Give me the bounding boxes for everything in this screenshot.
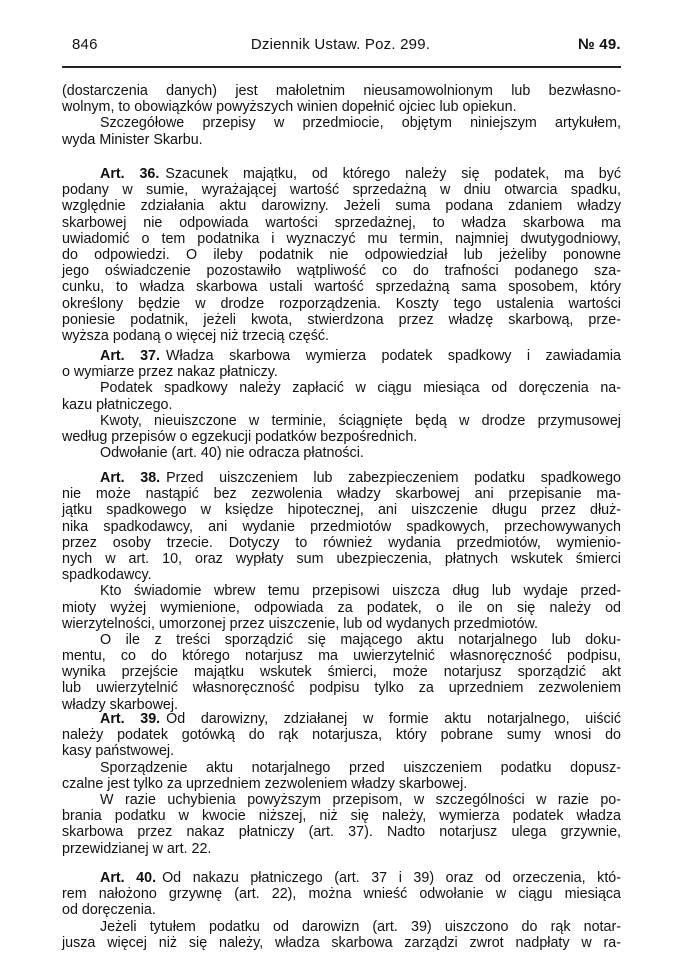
line-text: uwiadomić o tem podatnika i wyznaczyć mu termin, najmniej dwutygodniowy, <box>62 230 621 247</box>
text-line <box>62 824 621 840</box>
paragraph <box>62 445 621 461</box>
line-text: według przepisów o egzekucji podatków bezpośrednich. <box>62 428 418 445</box>
paragraph <box>62 115 621 147</box>
line-text: o wymiarze przez nakaz płatniczy. <box>62 364 278 381</box>
line-text: względnie zdziałania aktu darowizny. Jeżeli suma podana zdaniem władzy <box>62 198 621 215</box>
text-line <box>62 792 621 808</box>
line-text: od doręczenia. <box>62 902 156 919</box>
paragraph <box>62 870 621 919</box>
line-text: przez osoby trzecie. Dotyczy to również wydania przedmiotów, wymienio- <box>62 534 621 551</box>
line-text: nych w art. 10, oraz wypłaty sum ubezpieczenia, płatnych wskutek śmierci <box>62 550 621 567</box>
text-line <box>62 902 621 918</box>
article-37 <box>62 348 621 461</box>
line-text: Szacunek majątku, od którego należy się podatek, ma być <box>165 166 622 182</box>
line-text: mentu, co do którego notarjusz ma uwierzytelnić własnoręczność podpisu, <box>62 648 621 665</box>
line-text: spadkodawcy. <box>62 567 152 584</box>
header-rule <box>62 66 621 68</box>
running-title: Dziennik Ustaw. Poz. 299. <box>250 36 431 53</box>
line-text: należy podatek gotówką do rąk notarjusza, który pobrane sumy wnosi do <box>62 727 621 744</box>
text-line <box>62 632 621 648</box>
paragraph <box>62 166 621 344</box>
line-text: poniesie podatnik, jeżeli kwota, stwierdzona przez władzę skarbową, prze- <box>62 311 621 328</box>
line-text: kazu płatniczego. <box>62 396 173 413</box>
line-text: wolnym, to obowiązków powyższych winien dopełnić ojciec lub opiekun. <box>62 99 517 116</box>
article-40 <box>62 870 621 951</box>
text-line <box>62 600 621 616</box>
text-line <box>62 397 621 413</box>
text-line <box>62 519 621 535</box>
text-line <box>62 680 621 696</box>
text-line <box>62 182 621 198</box>
line-text: wyższa podaną o więcej niż trzecią część. <box>62 327 329 344</box>
text-line <box>62 470 621 486</box>
text-line <box>62 215 621 231</box>
article-38 <box>62 470 621 713</box>
paragraph <box>62 83 621 115</box>
text-line <box>62 711 621 727</box>
line-text: W razie uchybienia powyższym przepisom, w szczególności w razie po- <box>100 791 621 808</box>
line-text: rem nałożono grzywnę (art. 22), można wnieść odwołanie w ciągu miesiąca <box>62 886 621 903</box>
line-text: lub uwierzytelnić własnoręczność podpisu tylko za uprzedniem zezwoleniem <box>62 680 621 697</box>
text-line <box>62 727 621 743</box>
page-number: 846 <box>72 36 98 53</box>
line-text: kasy państwowej. <box>62 743 175 760</box>
paragraph <box>62 711 621 760</box>
line-text: O ile z treści sporządzić się mającego aktu notarjalnego lub doku- <box>100 631 621 648</box>
text-line <box>62 198 621 214</box>
text-line <box>62 919 621 935</box>
paragraph <box>62 470 621 583</box>
text-line <box>62 760 621 776</box>
paragraph <box>62 632 621 713</box>
line-text: nie może nastąpić bez zezwolenia władzy skarbowej ani przepisanie ma- <box>62 486 621 503</box>
text-line <box>62 99 621 115</box>
line-text: jusza więcej niż się należy, władza skarbowa zarządzi zwrot nadpłaty w ra- <box>62 934 621 951</box>
text-line <box>62 870 621 886</box>
text-line <box>62 743 621 759</box>
text-line <box>62 231 621 247</box>
line-text: czalne jest tylko za uprzedniem zezwoleniem władzy skarbowej. <box>62 775 468 792</box>
paragraph <box>62 413 621 445</box>
line-text: określony będzie w drodze rozporządzenia. Koszty tego ustalenia wartości <box>62 295 621 312</box>
text-line <box>62 296 621 312</box>
text-line <box>62 808 621 824</box>
line-text: Odwołanie (art. 40) nie odracza płatności. <box>100 445 364 462</box>
line-text: Szczegółowe przepisy w przedmiocie, objętym niniejszym artykułem, <box>100 115 621 132</box>
text-line <box>62 312 621 328</box>
article-label: Art. 38. <box>100 470 161 486</box>
line-text: nika spadkodawcy, ani wydanie przedmiotów spadkowych, przechowywanych <box>62 518 621 535</box>
article-label: Art. 40. <box>100 870 157 886</box>
text-line <box>62 502 621 518</box>
text-line <box>62 551 621 567</box>
text-line <box>62 413 621 429</box>
text-line <box>62 132 621 148</box>
text-line <box>62 83 621 99</box>
line-text: cunku, to władza skarbowa ustali wartość sprzedażną sama sposobem, który <box>62 279 621 296</box>
line-text: Sporządzenie aktu notarjalnego przed uiszczeniem podatku dopusz- <box>100 759 621 776</box>
paragraph <box>62 380 621 412</box>
text-line <box>62 380 621 396</box>
paragraph <box>62 348 621 380</box>
line-text: do odpowiedzi. O ileby podatnik nie odpowiedział lub jeżeliby ponowne <box>62 246 621 263</box>
line-text: władzy skarbowej. <box>62 696 179 713</box>
text-line <box>62 664 621 680</box>
text-line <box>62 279 621 295</box>
line-text: skarbowa przez nakaz płatniczy (art. 37). Nadto notarjusz ulega grzywnie, <box>62 824 621 841</box>
line-text: Podatek spadkowy należy zapłacić w ciągu miesiąca od doręczenia na- <box>100 380 621 397</box>
text-line <box>62 166 621 182</box>
line-text: Przed uiszczeniem lub zabezpieczeniem podatku spadkowego <box>166 470 622 486</box>
paragraph <box>62 583 621 632</box>
line-text: wynika przejście majątku wskutek śmierci, może notarjusz sporządzić akt <box>62 664 621 681</box>
line-text: brania podatku w kwocie niższej, niż się należy, wymierza podatek władza <box>62 808 621 825</box>
line-text: Od darowizny, zdziałanej w formie aktu notarjalnego, uiścić <box>166 711 621 727</box>
text-line <box>62 445 621 461</box>
text-line <box>62 115 621 131</box>
line-text: podany w sumie, wyrażającej wartość sprzedażną w dniu otwarcia spadku, <box>62 182 621 199</box>
article-label: Art. 37. <box>100 348 160 364</box>
line-text: jego oświadczenie pozostawiło wątpliwość co do trafności podanego sza- <box>62 263 621 280</box>
text-line <box>62 486 621 502</box>
paragraph <box>62 760 621 792</box>
text-line <box>62 616 621 632</box>
line-text: jątku spadkowego w księdze hipotecznej, ani uiszczenie długu przez dłuż- <box>62 502 621 519</box>
article-label: Art. 36. <box>100 166 160 182</box>
paragraph <box>62 792 621 857</box>
line-text: mioty wyżej wymienione, odpowiada za podatek, o ile on się należy od <box>62 599 621 616</box>
text-line <box>62 776 621 792</box>
line-text: Kwoty, nieuiszczone w terminie, ściągnięte będą w drodze przymusowej <box>100 412 621 429</box>
paragraph <box>62 919 621 951</box>
line-text: Władza skarbowa wymierza podatek spadkowy i zawiadamia <box>165 348 622 364</box>
text-line <box>62 364 621 380</box>
line-text: Kto świadomie wbrew temu przepisowi uiszcza dług lub wydaje przed- <box>100 583 621 600</box>
line-text: wyda Minister Skarbu. <box>62 131 203 148</box>
text-line <box>62 328 621 344</box>
article-36 <box>62 166 621 344</box>
text-line <box>62 886 621 902</box>
text-line <box>62 429 621 445</box>
text-line <box>62 263 621 279</box>
line-text: przewidzianej w art. 22. <box>62 840 212 857</box>
line-text: wierzytelności, umorzonej przez uiszczenie, lub od wydanych przedmiotów. <box>62 615 538 632</box>
text-line <box>62 583 621 599</box>
line-text: Jeżeli tytułem podatku od darowizn (art. 39) uiszczono do rąk notar- <box>100 918 621 935</box>
text-line <box>62 648 621 664</box>
line-text: Od nakazu płatniczego (art. 37 i 39) oraz od orzeczenia, któ- <box>162 870 621 886</box>
text-line <box>62 535 621 551</box>
line-text: skarbowej nie odpowiada wartości sprzedażnej, to władza skarbowa ma <box>62 214 621 231</box>
article-39 <box>62 711 621 857</box>
issue-number: № 49. <box>578 36 621 53</box>
line-text: (dostarczenia danych) jest małoletnim nieusamowolnionym lub bezwłasno- <box>62 83 621 99</box>
text-line <box>62 935 621 951</box>
text-line <box>62 247 621 263</box>
text-line <box>62 348 621 364</box>
article-label: Art. 39. <box>100 711 161 727</box>
text-line <box>62 567 621 583</box>
text-line <box>62 841 621 857</box>
continued-text <box>62 83 621 148</box>
